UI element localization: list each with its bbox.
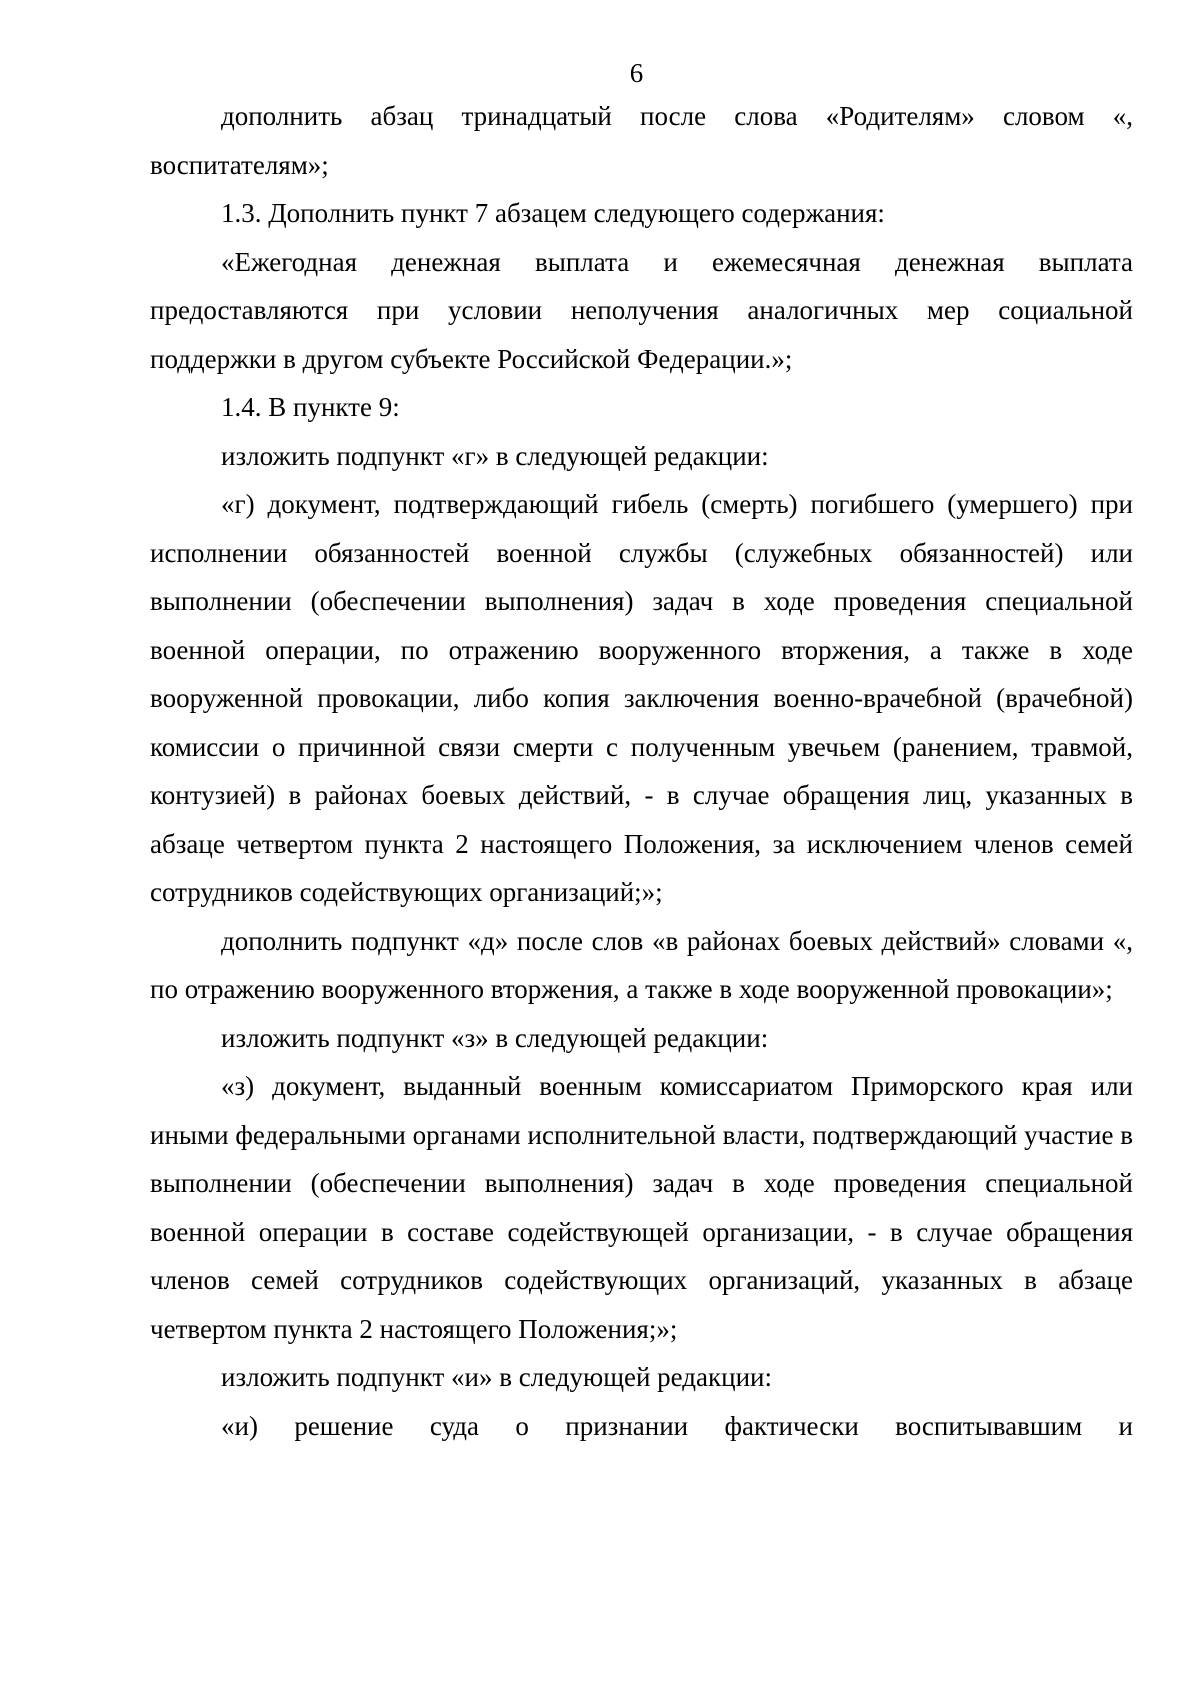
paragraph-11: «и) решение суда о признании фактически воспитывавшим и [221,1410,1133,1441]
page-number: 6 [629,58,644,88]
paragraph-5: изложить подпункт «г» в следующей редакции: [221,440,769,471]
paragraph-4: 1.4. В пункте 9: [221,392,400,422]
paragraph-2: 1.3. Дополнить пункт 7 абзацем следующего содержания: [221,198,885,228]
paragraph-9: «з) документ, выданный военным комиссариатом Приморского края или иными федеральными органами исполнительной власти, подтверждающий участие в выполнении (обеспечении выполнения) задач в ходе проведения специальной военной операции в составе содействующей организации, - в случае обращения членов семей сотрудников содействующих организаций, указанных в абзаце четвертом пункта 2 настоящего Положения;»; [150,1071,1133,1344]
document-body [150,92,1133,1499]
paragraph-7: дополнить подпункт «д» после слов «в районах боевых действий» словами «, по отражению вооруженного вторжения, а также в ходе вооруженной провокации»; [150,925,1133,1004]
paragraph-1: дополнить абзац тринадцатый после слова «Родителям» словом «, воспитателям»; [150,101,1133,180]
paragraph-6: «г) документ, подтверждающий гибель (смерть) погибшего (умершего) при исполнении обязанностей военной службы (служебных обязанностей) или выполнении (обеспечении выполнения) задач в ходе проведения специальной военной операции, по отражению вооруженного вторжения, а также в ходе вооруженной провокации, либо копия заключения военно-врачебной (врачебной) комиссии о причинной связи смерти с полученным увечьем (ранением, травмой, контузией) в районах боевых действий, - в случае обращения лиц, указанных в абзаце четвертом пункта 2 настоящего Положения, за исключением членов семей сотрудников содействующих организаций;»; [150,489,1133,907]
paragraph-8: изложить подпункт «з» в следующей редакции: [221,1022,769,1053]
paragraph-10: изложить подпункт «и» в следующей редакции: [221,1362,772,1392]
paragraph-3: «Ежегодная денежная выплата и ежемесячная денежная выплата предоставляются при условии неполучения аналогичных мер социальной поддержки в другом субъекте Российской Федерации.»; [150,246,1133,374]
